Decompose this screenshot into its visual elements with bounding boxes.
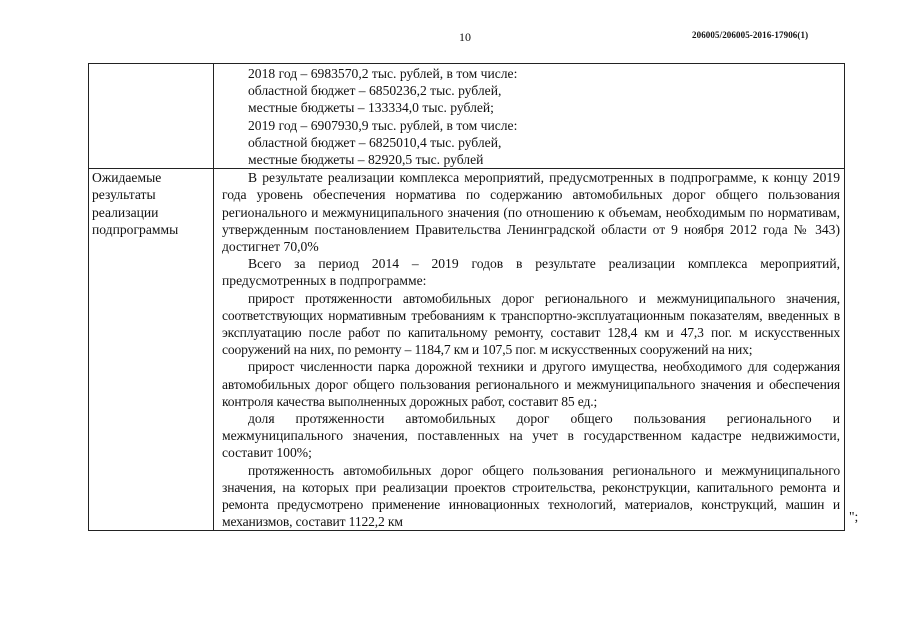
funding-row [89, 64, 845, 169]
results-paragraph: прирост протяженности автомобильных дорог регионального и межмуниципального значения, соответствующих нормативным требованиям к транспортно-эксплуатационным показателям, введенных в эксплуатацию после работ по капитальному ремонту, составит 128,4 км и 47,3 пог. м искусственных сооружений на них, по ремонту – 1184,7 км и 107,5 пог. м искусственных сооружений на них; [222, 290, 840, 358]
page-number: 10 [459, 30, 471, 44]
funding-line: областной бюджет – 6825010,4 тыс. рублей, [248, 134, 502, 150]
funding-line: местные бюджеты – 133334,0 тыс. рублей; [248, 100, 494, 116]
results-label-cell [89, 169, 214, 531]
closing-quote-mark: "; [849, 509, 859, 524]
results-paragraph: Всего за период 2014 – 2019 годов в результате реализации комплекса мероприятий, предусмотренных в подпрограмме: [222, 256, 840, 289]
funding-line: 2019 год – 6907930,9 тыс. рублей, в том числе: [248, 117, 518, 133]
results-row [89, 169, 845, 531]
document-code: 206005/206005-2016-17906(1) [692, 30, 809, 40]
results-paragraph: доля протяженности автомобильных дорог общего пользования регионального и межмуниципального значения, поставленных на учет в государственном кадастре недвижимости, составит 100%; [222, 411, 840, 461]
results-label: Ожидаемые результаты реализации подпрограммы [92, 170, 179, 237]
funding-line: областной бюджет – 6850236,2 тыс. рублей, [248, 83, 502, 99]
results-paragraph: протяженность автомобильных дорог общего пользования регионального и межмуниципального значения, на которых при реализации проектов строительства, реконструкции, капитального ремонта и ремонта предусмотрено применение инновационных технологий, материалов, конструкций, машин и механизмов, составит 1122,2 км [222, 462, 840, 530]
results-paragraph: прирост численности парка дорожной техники и другого имущества, необходимого для содержания автомобильных дорог общего пользования регионального и межмуниципального значения и обеспечения контроля качества выполненных дорожных работ, составит 85 ед.; [222, 359, 840, 409]
funding-label-cell [89, 64, 214, 169]
results-content-cell [214, 169, 845, 531]
funding-line: местные бюджеты – 82920,5 тыс. рублей [248, 152, 484, 168]
subprogram-passport-table [88, 63, 845, 531]
funding-content-cell [214, 64, 845, 169]
funding-line: 2018 год – 6983570,2 тыс. рублей, в том числе: [248, 66, 518, 81]
results-paragraph: В результате реализации комплекса мероприятий, предусмотренных в подпрограмме, к концу 2019 года уровень обеспечения норматива по содержанию автомобильных дорог общего пользования регионального и межмуниципального значения (по отношению к объемам, необходимым по нормативам, утвержденным постановлением Правительства Ленинградской области от 9 ноября 2012 года № 343) достигнет 70,0% [222, 170, 840, 255]
